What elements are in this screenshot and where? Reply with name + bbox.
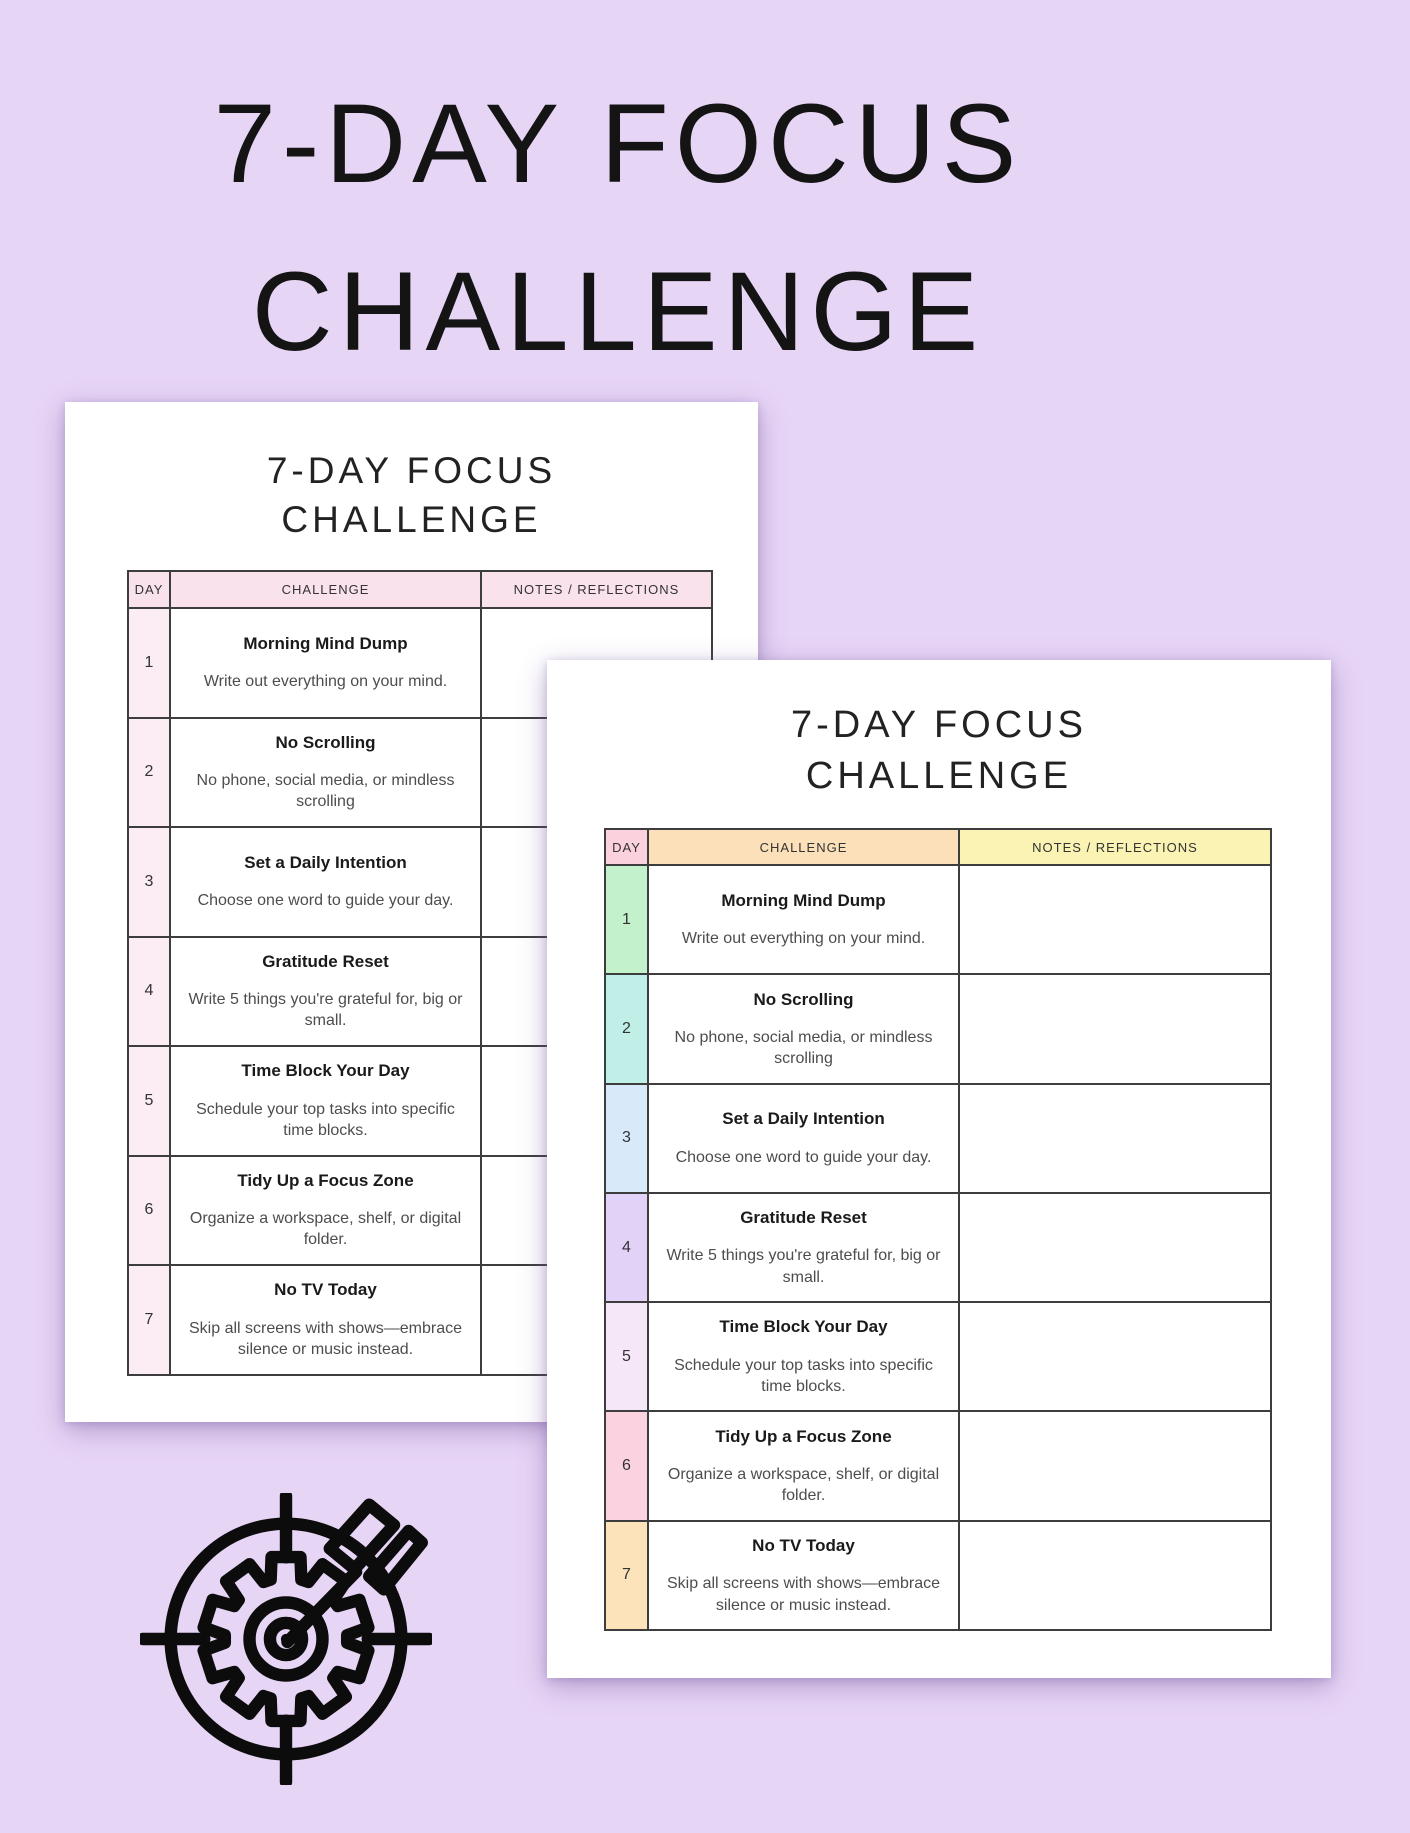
table-row <box>605 1302 1271 1411</box>
challenge-title: Gratitude Reset <box>740 1208 867 1228</box>
day-number-cell: 7 <box>128 1265 170 1375</box>
day-number-cell: 5 <box>605 1302 648 1411</box>
day-column-header: DAY <box>128 571 170 608</box>
table-row <box>605 1411 1271 1520</box>
day-number-cell: 1 <box>605 865 648 974</box>
day-number-cell: 4 <box>128 937 170 1047</box>
challenge-cell <box>170 718 481 828</box>
table-row <box>605 1193 1271 1302</box>
day-number-cell: 1 <box>128 608 170 718</box>
front-page-title <box>547 700 1331 802</box>
challenge-title: Time Block Your Day <box>241 1061 410 1081</box>
challenge-cell <box>170 1046 481 1156</box>
day-number-cell: 2 <box>128 718 170 828</box>
challenge-description: Organize a workspace, shelf, or digital folder. <box>667 1465 940 1505</box>
challenge-title: No TV Today <box>274 1280 377 1300</box>
challenge-cell <box>648 974 959 1083</box>
worksheet-page-front <box>547 660 1331 1678</box>
challenge-description: Schedule your top tasks into specific time blocks. <box>196 1100 455 1139</box>
challenge-cell <box>648 865 959 974</box>
notes-cell <box>959 1302 1271 1411</box>
challenge-cell <box>648 1302 959 1411</box>
day-column-header: DAY <box>605 829 648 865</box>
challenge-cell <box>648 1521 959 1630</box>
challenge-description: Write out everything on your mind. <box>681 930 926 948</box>
challenge-description: Schedule your top tasks into specific time blocks. <box>674 1356 933 1395</box>
hero-title-line1: 7-DAY FOCUS <box>213 81 1023 206</box>
challenge-cell <box>170 827 481 937</box>
challenge-title: No Scrolling <box>753 989 854 1009</box>
table-header-row <box>128 571 712 608</box>
notes-cell <box>959 865 1271 974</box>
day-number-cell: 3 <box>128 827 170 937</box>
hero-title-line2: CHALLENGE <box>251 249 985 374</box>
challenge-cell <box>648 1193 959 1302</box>
challenge-description: Write 5 things you're grateful for, big or small. <box>188 991 463 1030</box>
back-page-title <box>65 446 758 544</box>
day-number-cell: 2 <box>605 974 648 1083</box>
challenge-description: Organize a workspace, shelf, or digital folder. <box>189 1210 462 1249</box>
front-page-title-line1: 7-DAY FOCUS <box>791 704 1087 746</box>
day-number-cell: 6 <box>605 1411 648 1520</box>
notes-cell <box>959 1084 1271 1193</box>
challenge-title: Tidy Up a Focus Zone <box>715 1426 892 1446</box>
challenge-column-header: CHALLENGE <box>648 829 959 865</box>
challenge-title: Morning Mind Dump <box>243 633 408 653</box>
challenge-table-front <box>604 828 1272 1631</box>
hero-title <box>0 60 1236 396</box>
notes-column-header: NOTES / REFLECTIONS <box>959 829 1271 865</box>
challenge-description: Choose one word to guide your day. <box>197 892 454 910</box>
challenge-description: Skip all screens with shows—embrace silence or music instead. <box>667 1575 940 1614</box>
target-gear-arrow-icon <box>140 1493 432 1785</box>
challenge-title: Set a Daily Intention <box>722 1109 885 1129</box>
back-page-title-line2: CHALLENGE <box>281 499 542 540</box>
challenge-column-header: CHALLENGE <box>170 571 481 608</box>
challenge-description: No phone, social media, or mindless scrolling <box>674 1028 933 1068</box>
challenge-title: Morning Mind Dump <box>721 890 886 910</box>
challenge-description: Write 5 things you're grateful for, big or small. <box>666 1247 941 1286</box>
notes-cell <box>959 1521 1271 1630</box>
notes-cell <box>959 1411 1271 1520</box>
notes-column-header: NOTES / REFLECTIONS <box>481 571 712 608</box>
challenge-description: No phone, social media, or mindless scrolling <box>196 772 455 811</box>
table-row <box>605 974 1271 1083</box>
day-number-cell: 3 <box>605 1084 648 1193</box>
table-row <box>605 1084 1271 1193</box>
target-gear-arrow-svg <box>140 1493 432 1785</box>
challenge-title: Set a Daily Intention <box>244 852 407 872</box>
notes-cell <box>959 1193 1271 1302</box>
day-number-cell: 6 <box>128 1156 170 1266</box>
challenge-cell <box>648 1411 959 1520</box>
challenge-description: Skip all screens with shows—embrace silence or music instead. <box>189 1319 462 1358</box>
challenge-cell <box>170 1265 481 1375</box>
table-row <box>605 865 1271 974</box>
day-number-cell: 7 <box>605 1521 648 1630</box>
front-page-title-line2: CHALLENGE <box>805 755 1073 797</box>
challenge-description: Choose one word to guide your day. <box>675 1148 932 1166</box>
day-number-cell: 5 <box>128 1046 170 1156</box>
notes-cell <box>959 974 1271 1083</box>
challenge-cell <box>648 1084 959 1193</box>
back-page-title-line1: 7-DAY FOCUS <box>266 450 557 491</box>
challenge-description: Write out everything on your mind. <box>203 673 448 691</box>
table-header-row <box>605 829 1271 865</box>
challenge-title: No TV Today <box>752 1536 855 1556</box>
challenge-cell <box>170 1156 481 1266</box>
challenge-cell <box>170 608 481 718</box>
challenge-cell <box>170 937 481 1047</box>
challenge-title: Tidy Up a Focus Zone <box>237 1170 414 1190</box>
challenge-title: No Scrolling <box>275 732 376 752</box>
table-row <box>605 1521 1271 1630</box>
challenge-title: Time Block Your Day <box>719 1317 888 1337</box>
challenge-title: Gratitude Reset <box>262 951 389 971</box>
day-number-cell: 4 <box>605 1193 648 1302</box>
